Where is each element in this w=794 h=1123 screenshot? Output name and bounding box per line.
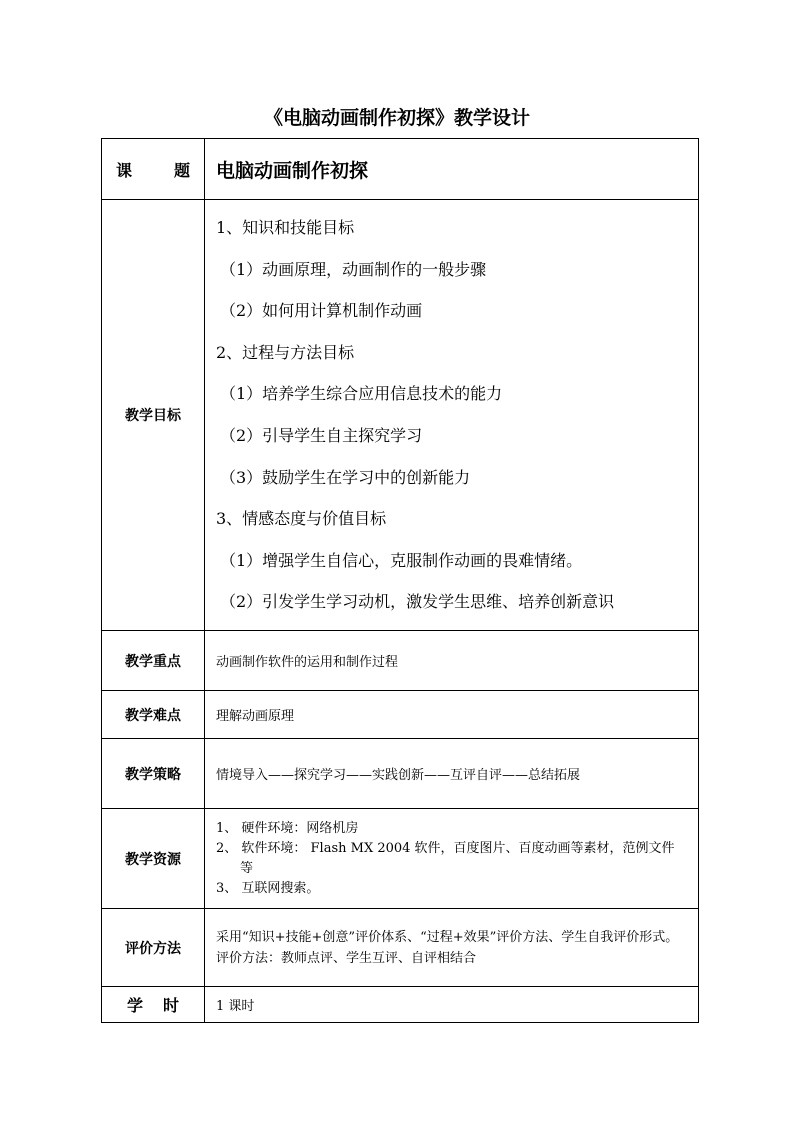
resource-line: 1、 硬件环境：网络机房 bbox=[216, 820, 359, 836]
row-difficulties bbox=[102, 691, 699, 739]
resource-line: 2、 软件环境： Flash MX 2004 软件，百度图片、百度动画等素材，范例文件 bbox=[216, 840, 675, 856]
key-points-value: 动画制作软件的运用和制作过程 bbox=[205, 631, 699, 691]
row-key-points bbox=[102, 631, 699, 691]
objective-line: （1）动画原理，动画制作的一般步骤 bbox=[220, 259, 487, 279]
evaluation-label: 评价方法 bbox=[102, 909, 205, 987]
objectives-label: 教学目标 bbox=[102, 200, 205, 631]
objective-line: （3）鼓励学生在学习中的创新能力 bbox=[220, 467, 471, 487]
document-title: 《电脑动画制作初探》教学设计 bbox=[263, 107, 530, 129]
key-points-label: 教学重点 bbox=[102, 631, 205, 691]
row-strategy bbox=[102, 739, 699, 809]
resources-cell bbox=[205, 809, 699, 909]
strategy-value: 情境导入——探究学习——实践创新——互评自评——总结拓展 bbox=[205, 739, 699, 809]
evaluation-line: 评价方法：教师点评、学生互评、自评相结合 bbox=[216, 950, 477, 966]
hours-label: 学时 bbox=[102, 987, 205, 1023]
resource-line: 等 bbox=[240, 860, 254, 876]
difficulties-label: 教学难点 bbox=[102, 691, 205, 739]
evaluation-line: 采用“知识+技能+创意”评价体系、“过程+效果”评价方法、学生自我评价形式。 bbox=[216, 929, 679, 945]
topic-label: 课题 bbox=[102, 139, 205, 200]
objective-line: （1）培养学生综合应用信息技术的能力 bbox=[220, 384, 503, 404]
row-hours bbox=[102, 987, 699, 1023]
objective-line: （2）如何用计算机制作动画 bbox=[220, 301, 423, 321]
objective-line: 1、知识和技能目标 bbox=[216, 218, 355, 238]
objective-line: 3、情感态度与价值目标 bbox=[216, 509, 387, 529]
difficulties-value: 理解动画原理 bbox=[205, 691, 699, 739]
strategy-label: 教学策略 bbox=[102, 739, 205, 809]
objective-line: （1）增强学生自信心，克服制作动画的畏难情绪。 bbox=[220, 550, 583, 570]
hours-value: 1 课时 bbox=[205, 987, 699, 1023]
row-evaluation bbox=[102, 909, 699, 987]
objective-line: （2）引发学生学习动机，激发学生思维、培养创新意识 bbox=[220, 592, 615, 612]
evaluation-cell bbox=[205, 909, 699, 987]
lesson-plan-table bbox=[101, 138, 699, 1023]
row-topic bbox=[102, 139, 699, 200]
topic-cell bbox=[205, 139, 699, 200]
objective-line: 2、过程与方法目标 bbox=[216, 342, 355, 362]
row-resources bbox=[102, 809, 699, 909]
objectives-cell bbox=[205, 200, 699, 631]
row-objectives bbox=[102, 200, 699, 631]
topic-value: 电脑动画制作初探 bbox=[216, 159, 369, 182]
resource-line: 3、 互联网搜索。 bbox=[216, 880, 320, 896]
objective-line: （2）引导学生自主探究学习 bbox=[220, 426, 423, 445]
resources-label: 教学资源 bbox=[102, 809, 205, 909]
